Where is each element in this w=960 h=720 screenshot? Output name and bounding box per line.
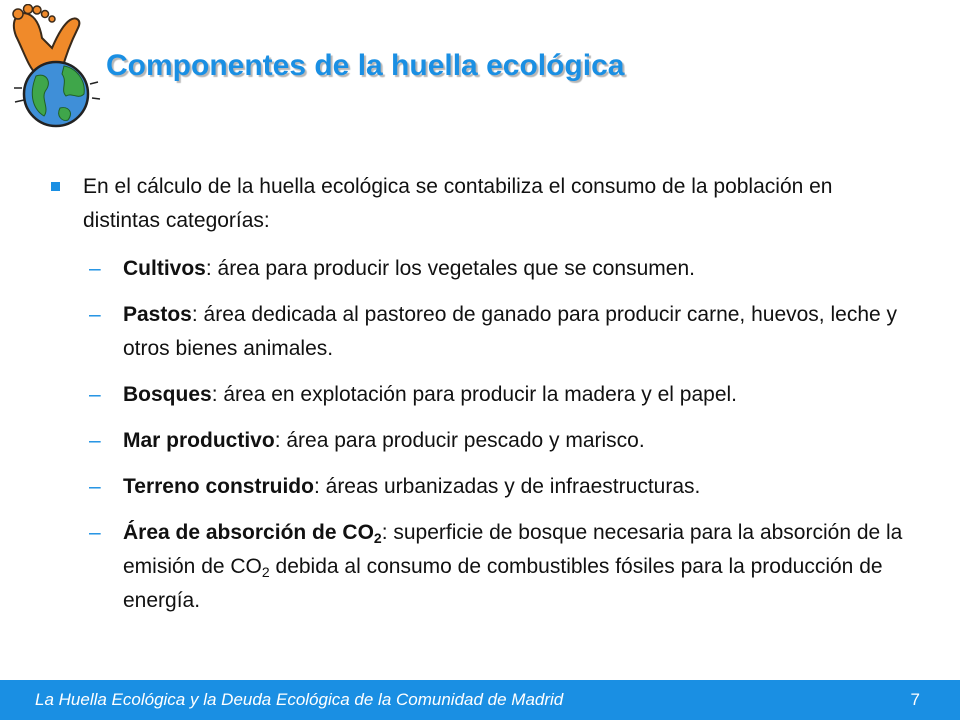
item-text: : áreas urbanizadas y de infraestructuras. xyxy=(313,475,701,498)
square-bullet-icon xyxy=(51,182,60,191)
item-label: Pastos xyxy=(123,303,192,326)
dash-bullet-icon: – xyxy=(89,383,101,406)
item-text: : área en explotación para producir la madera y el papel. xyxy=(211,383,738,406)
intro-text: En el cálculo de la huella ecológica se contabiliza el consumo de la población en distintas categorías: xyxy=(83,175,833,232)
item-text: : área para producir los vegetales que se consumen. xyxy=(205,257,695,280)
list-item xyxy=(0,470,913,504)
item-label: Bosques xyxy=(123,383,212,406)
co2-label-subscript: 2 xyxy=(373,530,382,546)
item-label: Terreno construido xyxy=(123,475,314,498)
item-label xyxy=(123,521,382,544)
co2-text-b: debida al consumo de combustibles fósiles para la producción de energía. xyxy=(123,555,883,612)
footer-bar xyxy=(0,680,960,720)
dash-bullet-icon: – xyxy=(89,257,101,280)
item-label: Cultivos xyxy=(123,257,206,280)
dash-bullet-icon: – xyxy=(89,475,101,498)
list-item xyxy=(0,424,913,458)
foot-on-globe-logo-icon xyxy=(6,4,102,130)
item-label: Mar productivo xyxy=(123,429,275,452)
co2-text-a: : superficie de bosque necesaria para la absorción de la emisión de CO xyxy=(123,521,903,578)
dash-bullet-icon: – xyxy=(89,429,101,452)
item-text: : área para producir pescado y marisco. xyxy=(274,429,645,452)
item-text: : área dedicada al pastoreo de ganado para producir carne, huevos, leche y otros bienes animales. xyxy=(123,303,898,360)
dash-bullet-icon: – xyxy=(89,303,101,326)
co2-label-text: Área de absorción de CO xyxy=(123,521,374,544)
dash-bullet-icon: – xyxy=(89,521,101,544)
co2-text-subscript: 2 xyxy=(261,564,270,580)
list-item xyxy=(0,298,913,366)
page-number: 7 xyxy=(910,690,920,709)
list-item xyxy=(0,252,913,286)
list-item-co2 xyxy=(0,516,913,618)
slide-content xyxy=(0,170,960,630)
intro-bullet xyxy=(0,170,883,238)
footer-text: La Huella Ecológica y la Deuda Ecológica de la Comunidad de Madrid xyxy=(35,690,564,709)
page-title: Componentes de la huella ecológica xyxy=(106,49,625,82)
list-item xyxy=(0,378,913,412)
